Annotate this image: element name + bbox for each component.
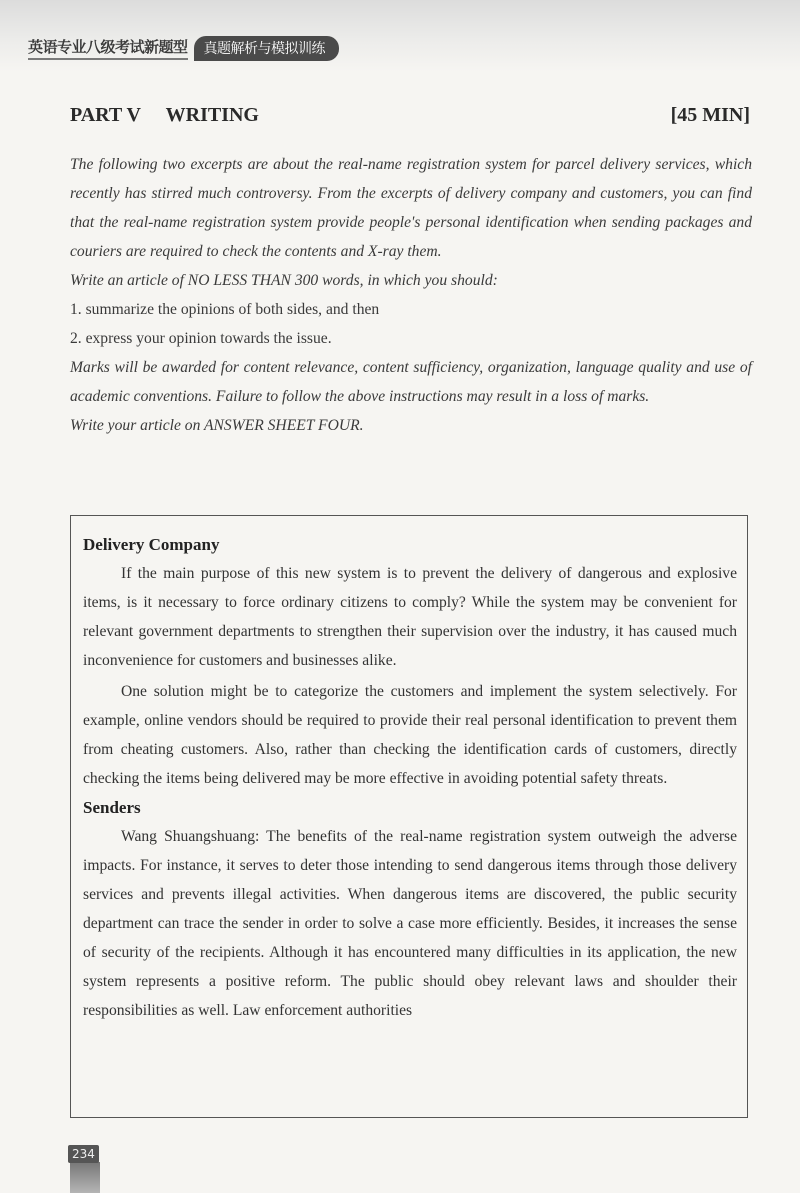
section-heading: [70, 104, 750, 127]
answer-sheet-text: Write your article on ANSWER SHEET FOUR.: [70, 417, 364, 434]
task-point-1: 1. summarize the opinions of both sides, and then: [70, 301, 380, 318]
company-paragraph-1: If the main purpose of this new system is to prevent the delivery of dangerous and explosive items, is it necessary to force ordinary citizens to comply? While the system may be convenient for relevant government departments to strengthen their supervision over the industry, it has caused much inconvenience for customers and businesses alike.: [83, 565, 737, 669]
part-name: WRITING: [165, 104, 259, 126]
book-title: 英语专业八级考试新题型: [28, 36, 188, 60]
page-number: 234: [68, 1145, 99, 1163]
task-text: Write an article of NO LESS THAN 300 words, in which you should:: [70, 272, 498, 289]
part-number: PART V: [70, 104, 141, 126]
task-point-2: 2. express your opinion towards the issue.: [70, 330, 332, 347]
senders-heading: Senders: [83, 798, 141, 817]
senders-paragraph-1: Wang Shuangshuang: The benefits of the real-name registration system outweigh the adverse impacts. For instance, it serves to deter those intending to send dangerous items through those delivery services and prevents illegal activities. When dangerous items are discovered, the public security department can trace the sender in order to solve a case more efficiently. Besides, it increases the sense of security of the recipients. Although it has encountered many difficulties in its application, the new system represents a positive reform. The public should obey relevant laws and shoulder their responsibilities as well. Law enforcement authorities: [83, 828, 737, 1019]
time-limit: [45 MIN]: [670, 104, 750, 126]
book-subtitle-badge: 真题解析与模拟训练: [194, 36, 340, 61]
intro-text: The following two excerpts are about the real-name registration system for parcel delivery services, which recently has stirred much controversy. From the excerpts of delivery company and customers, you can find that the real-name registration system provide people's personal identification when sending packages and couriers are required to check the contents and X-ray them.: [70, 156, 752, 260]
marks-text: Marks will be awarded for content relevance, content sufficiency, organization, language quality and use of academic conventions. Failure to follow the above instructions may result in a loss of marks.: [70, 359, 752, 405]
company-paragraph-2: One solution might be to categorize the customers and implement the system selectively. For example, online vendors should be required to provide their real personal identification to prevent them from cheating customers. Also, rather than checking the identification cards of customers, directly checking the items being delivered may be more effective in avoiding potential safety threats.: [83, 683, 737, 787]
excerpts-box: [70, 515, 748, 1118]
company-heading: Delivery Company: [83, 535, 220, 554]
instructions: [70, 150, 752, 440]
running-header: [28, 36, 339, 60]
page-number-tab: [70, 1162, 100, 1193]
